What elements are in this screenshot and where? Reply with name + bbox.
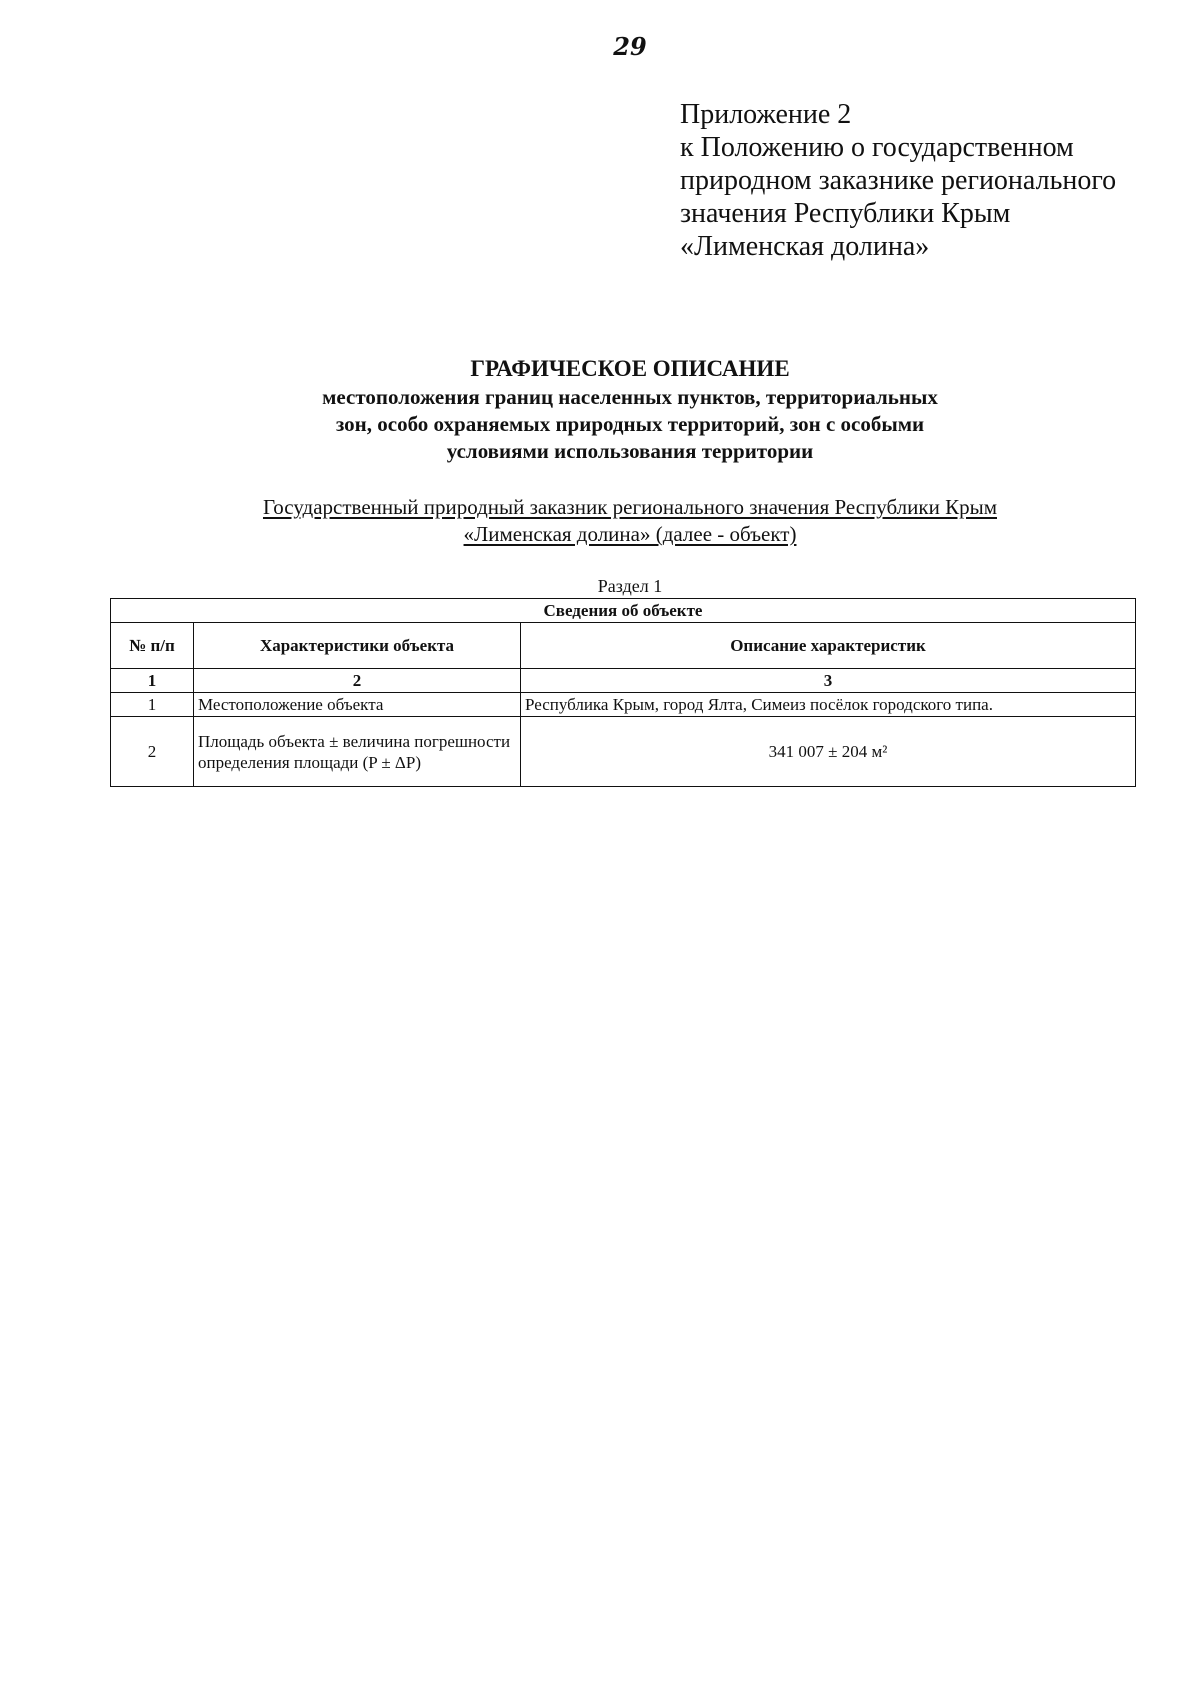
document-title [0,354,1200,465]
row-description: Республика Крым, город Ялта, Симеиз посёлок городского типа. [521,693,1136,717]
column-number-row [111,669,1136,693]
header-description: Описание характеристик [521,623,1136,669]
table-title-row [111,599,1136,623]
section-label: Раздел 1 [597,576,663,596]
row-description: 341 007 ± 204 м² [521,717,1136,787]
table-row [111,717,1136,787]
object-name [0,494,1200,548]
appendix-line: природном заказнике регионального [680,165,1117,196]
sub-title-line: условиями использования территории [446,439,814,463]
column-number: 2 [194,669,521,693]
sub-title-line: зон, особо охраняемых природных территорий, зон с особыми [335,412,925,436]
row-characteristic: Площадь объекта ± величина погрешности определения площади (P ± ΔP) [194,717,521,787]
appendix-note [680,98,1116,263]
table-row [111,693,1136,717]
appendix-line: к Положению о государственном [680,132,1074,163]
object-name-line: «Лименская долина» (далее - объект) [463,522,797,546]
object-info-table [110,598,1136,787]
appendix-line: «Лименская долина» [680,231,930,262]
appendix-line: Приложение 2 [680,99,852,130]
row-num: 1 [111,693,194,717]
sub-title [0,384,1200,465]
appendix-line: значения Республики Крым [680,198,1011,229]
object-name-line: Государственный природный заказник регионального значения Республики Крым [262,495,997,519]
column-number: 1 [111,669,194,693]
header-characteristic: Характеристики объекта [194,623,521,669]
table-title: Сведения об объекте [111,599,1136,623]
row-characteristic: Местоположение объекта [194,693,521,717]
page-number: 29 [613,32,647,61]
row-num: 2 [111,717,194,787]
column-number: 3 [521,669,1136,693]
main-title: ГРАФИЧЕСКОЕ ОПИСАНИЕ [470,356,790,381]
table-header-row [111,623,1136,669]
sub-title-line: местоположения границ населенных пунктов, территориальных [322,385,938,409]
header-num: № п/п [111,623,194,669]
